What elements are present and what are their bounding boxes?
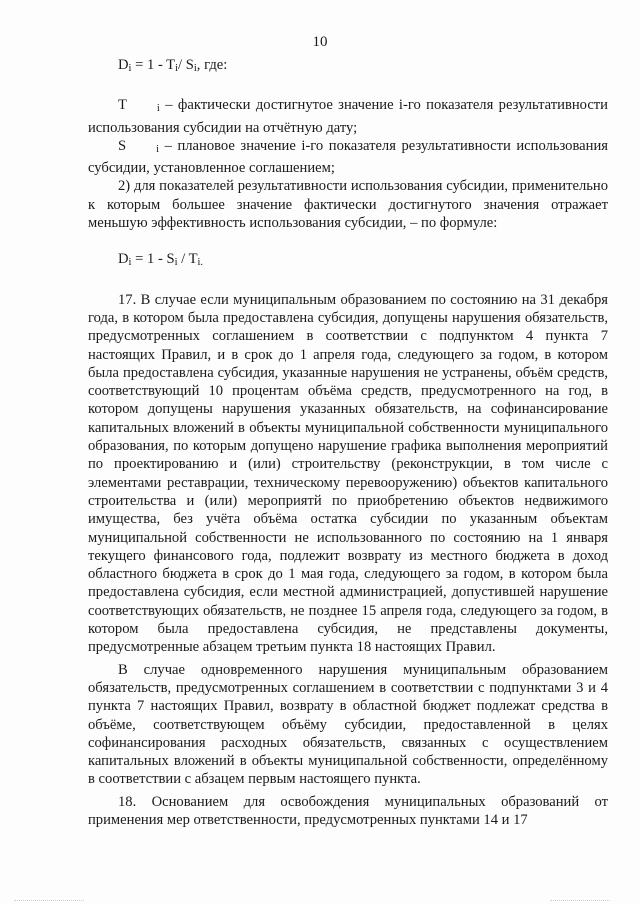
document-body — [88, 56, 608, 829]
paragraph-17: 17. В случае если муниципальным образованием по состоянию на 31 декабря года, в котором была предоставлена субсидия, допущены нарушения обязательств, предусмотренных соглашением в соответствии с подпунктом 4 пункта 7 настоящих Правил, и в срок до 1 апреля года, следующего за годом, в котором была предоставлена субсидия, указанные нарушения не устранены, объём средств, соответствующий 10 процентам объёма средств, предусмотренного на год, в котором допущены нарушения указанных обязательств, на софинансирование капитальных вложений в объекты муниципальной собственности муниципального образования, по которым допущено нарушение графика выполнения мероприятий по проектированию и (или) строительству (реконструкции, в том числе с элементами реставрации, техническому перевооружению) объектов капитального строительства и (или) мероприятй по приобретению объектов недвижимого имущества, без учёта объёма остатка субсидии по указанным объектам муниципальной собственности не использованного по состоянию на 1 января текущего финансового года, подлежит возврату из местного бюджета в доход областного бюджета в срок до 1 мая года, следующего за годом, в котором была предоставлена субсидия, если местной администрацией, допустившей нарушение соответствующих обязательств, не позднее 15 апреля года, следующего за годом, в котором была предоставлена субсидия, не представлены документы, предусмотренные абзацем третьим пункта 18 настоящих Правил. — [88, 291, 608, 656]
paragraph-18: 18. Основанием для освобождения муниципальных образований от применения мер ответственности, предусмотренных пунктами 14 и 17 — [88, 793, 608, 828]
formula-text: , где: — [196, 57, 228, 73]
formula-text: / T — [177, 251, 198, 268]
formula-text: = 1 - T — [131, 57, 176, 73]
definition-t — [88, 96, 608, 137]
formula-symbol: D — [118, 251, 129, 268]
formula-increase — [88, 56, 608, 78]
definition-text: – плановое значение i-го показателя результативности использования субсидии, установленное соглашением; — [88, 137, 608, 177]
definition-symbol: T — [118, 97, 127, 114]
paragraph-simultaneous-violation: В случае одновременного нарушения муниципальным образованием обязательств, предусмотренных соглашением в соответствии с подпунктами 3 и 4 пункта 7 настоящих Правил, возврату в областной бюджет подлежат средства в объёме, соответствующем объёму субсидии, предоставленной в целях софинансирования расходных обязательств, связанных с осуществлением капитальных вложений в объекты муниципальной собственности, определённому в соответствии с абзацем первым настоящего пункта. — [88, 661, 608, 788]
page-number: 10 — [312, 34, 328, 50]
formula-subscript: i — [174, 257, 178, 269]
formula-subscript: i. — [197, 257, 204, 269]
definition-subscript: i — [156, 143, 160, 155]
formula-symbol: D — [118, 57, 129, 73]
item-2: 2) для показателей результативности использования субсидии, применительно к которым большее значение фактически достигнутого значения отражает меньшую эффективность использования субсидии, – по формуле: — [88, 178, 608, 232]
definition-symbol: S — [118, 137, 127, 154]
definition-subscript: i — [156, 103, 160, 115]
scan-edge-marks — [0, 891, 640, 901]
formula-subscript: i — [128, 63, 132, 74]
formula-subscript: i — [193, 63, 197, 74]
scan-dots-right — [550, 900, 610, 901]
formula-decrease — [88, 250, 608, 272]
formula-text: / S — [178, 57, 194, 73]
formula-subscript: i — [128, 257, 132, 269]
formula-text: = 1 - S — [131, 251, 175, 268]
definition-text: – фактически достигнутое значение i-го показателя результативности использования субсидии на отчётную дату; — [88, 97, 608, 136]
scan-dots-left — [14, 900, 84, 901]
definition-s — [88, 137, 608, 178]
formula-subscript: i — [175, 63, 179, 74]
